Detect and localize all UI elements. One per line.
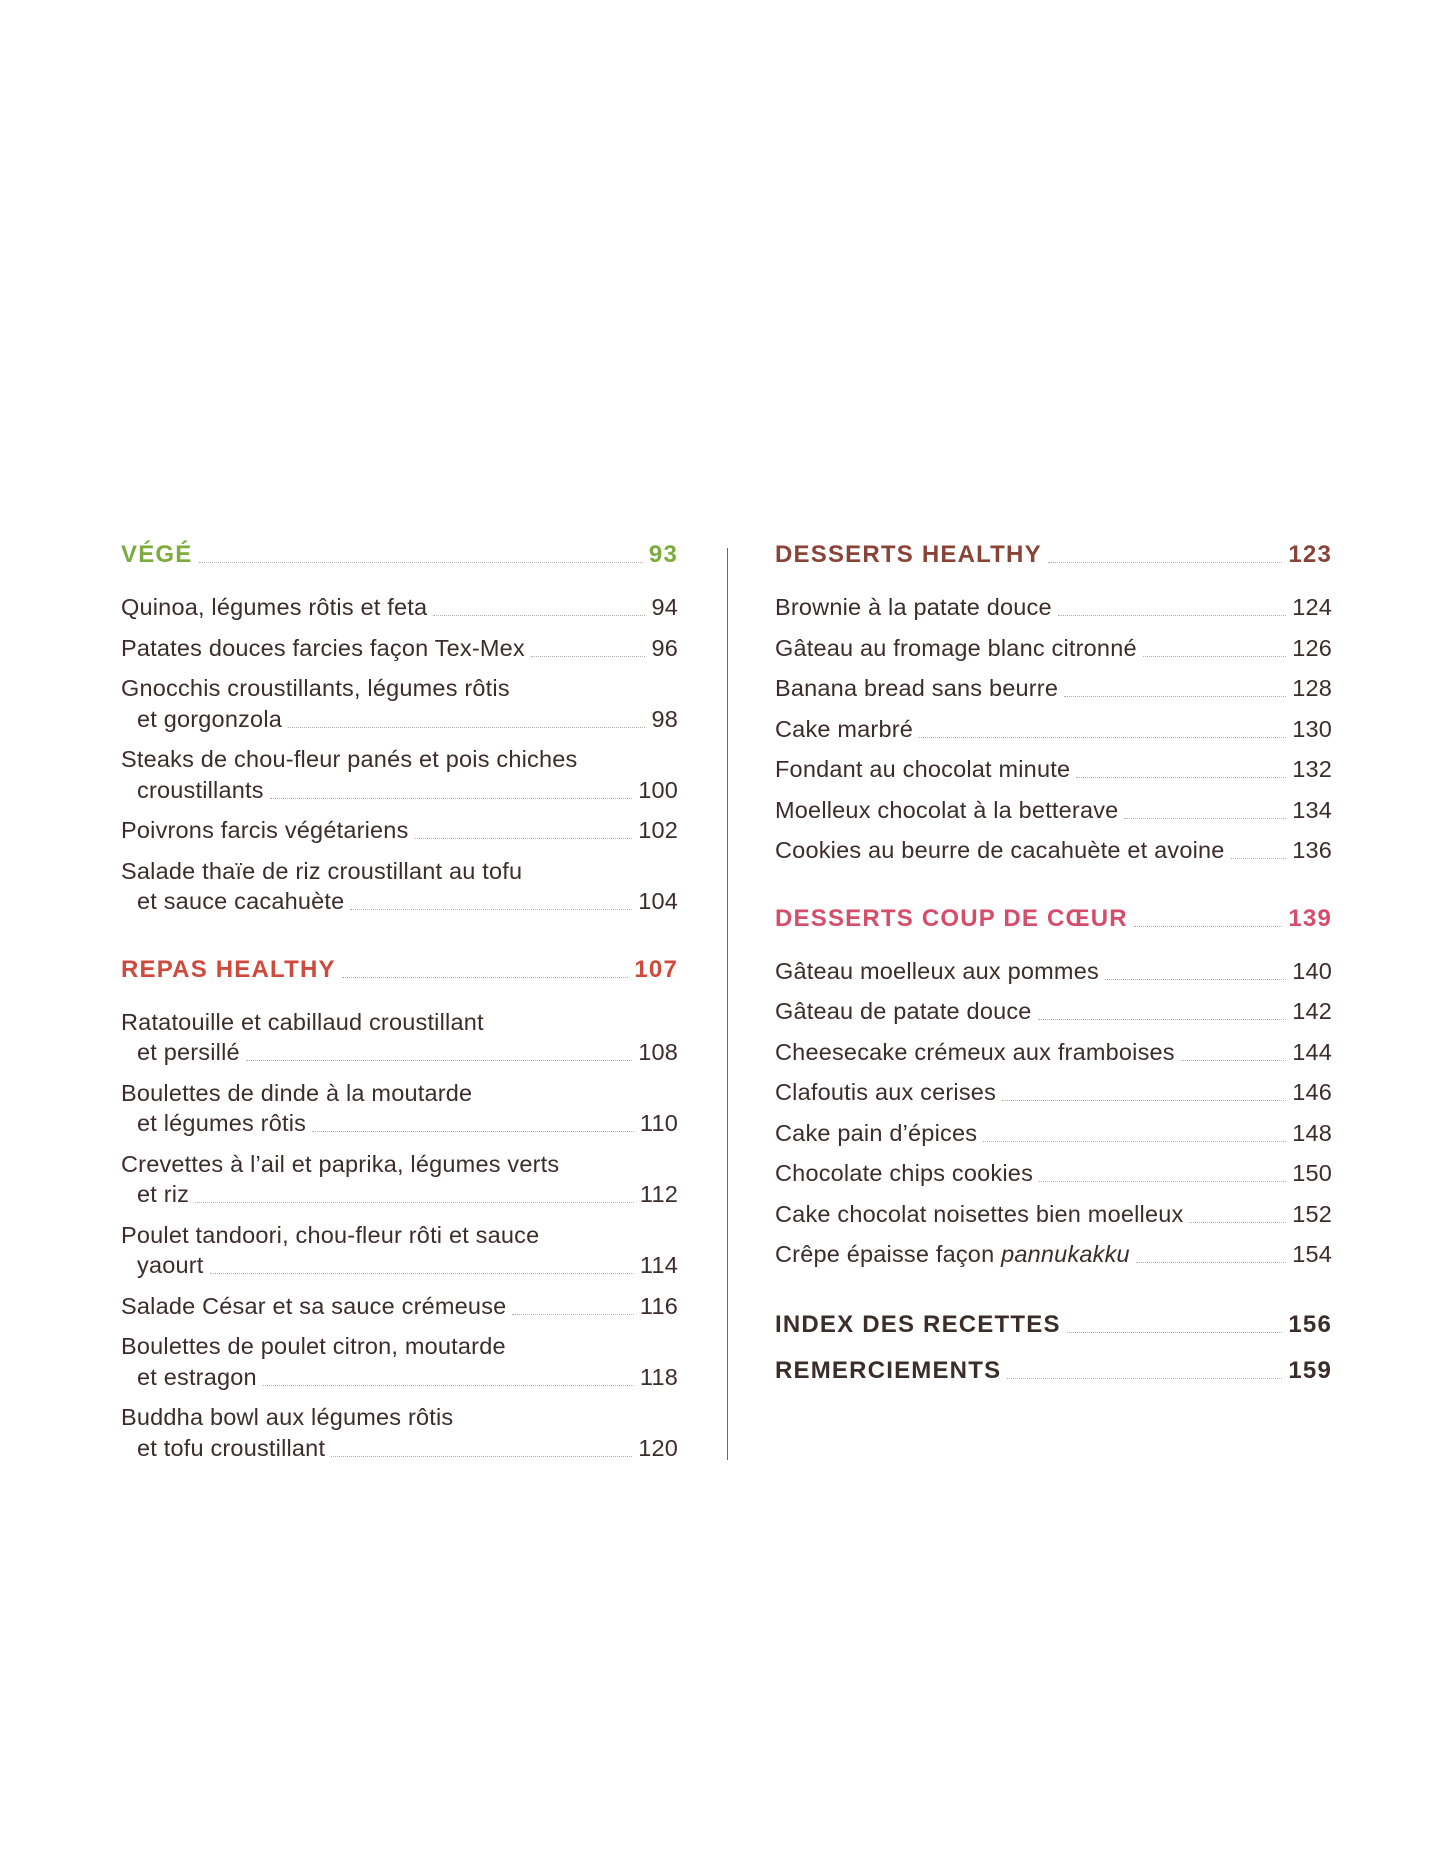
section-back-matter: [775, 1310, 1332, 1396]
leader-dots: [512, 1313, 634, 1315]
entry-page: 154: [1292, 1241, 1332, 1267]
section-title: DESSERTS COUP DE CŒUR: [775, 904, 1128, 932]
right-column: [775, 540, 1332, 1396]
leader-dots: [199, 561, 643, 563]
entry-title: Clafoutis aux cerises: [775, 1079, 997, 1105]
entry-title-line1: Gnocchis croustillants, légumes rôtis: [121, 675, 510, 701]
column-divider: [727, 548, 728, 1460]
entry-title-line2: et tofu croustillant: [137, 1434, 326, 1461]
leader-dots: [350, 908, 632, 910]
toc-entry[interactable]: [121, 744, 678, 805]
leader-dots: [1064, 695, 1286, 697]
entry-title: Chocolate chips cookies: [775, 1160, 1034, 1186]
leader-dots: [263, 1384, 634, 1386]
toc-entry[interactable]: [121, 1149, 678, 1210]
entry-page: 108: [638, 1039, 678, 1065]
entry-page: 118: [639, 1363, 678, 1390]
leader-dots: [1231, 857, 1287, 859]
toc-entry[interactable]: [775, 795, 1332, 826]
toc-entry[interactable]: [775, 1158, 1332, 1189]
section-heading-repas-healthy[interactable]: [121, 955, 678, 995]
leader-dots: [1002, 1099, 1286, 1101]
section-page: 123: [1288, 541, 1332, 568]
leader-dots: [342, 976, 629, 978]
entry-title-italic: pannukakku: [1001, 1241, 1130, 1267]
toc-entry[interactable]: [121, 673, 678, 734]
entry-title: Fondant au chocolat minute: [775, 756, 1071, 782]
entry-title-line1: Salade thaïe de riz croustillant au tofu: [121, 857, 523, 884]
entry-page: 112: [639, 1181, 678, 1207]
entry-title: Cake chocolat noisettes bien moelleux: [775, 1200, 1184, 1227]
leader-dots: [1136, 1261, 1286, 1263]
leader-dots: [246, 1059, 632, 1061]
entry-page: 128: [1292, 675, 1332, 701]
leader-dots: [1124, 817, 1286, 819]
toc-entry[interactable]: [121, 856, 678, 917]
leader-dots: [1076, 776, 1286, 778]
section-page: 93: [648, 541, 678, 568]
toc-entry[interactable]: [121, 633, 678, 664]
entry-page: 136: [1292, 837, 1332, 863]
entry-page: 142: [1292, 998, 1332, 1024]
section-page: 156: [1288, 1310, 1332, 1338]
entry-title: Cheesecake crémeux aux framboises: [775, 1038, 1175, 1065]
section-title: INDEX DES RECETTES: [775, 1310, 1061, 1338]
section-heading-vege[interactable]: [121, 540, 678, 580]
entry-title-line1: Boulettes de dinde à la moutarde: [121, 1079, 473, 1106]
section-title: VÉGÉ: [121, 541, 193, 568]
section-page: 139: [1288, 904, 1332, 932]
section-title: REMERCIEMENTS: [775, 1356, 1002, 1384]
leader-dots: [531, 655, 646, 657]
entry-title: Quinoa, légumes rôtis et feta: [121, 594, 428, 620]
toc-entry[interactable]: [775, 1037, 1332, 1068]
leader-dots: [1048, 561, 1283, 563]
leader-dots: [1039, 1180, 1286, 1182]
section-page: 159: [1288, 1356, 1332, 1384]
toc-entry[interactable]: [121, 1331, 678, 1392]
section-title: DESSERTS HEALTHY: [775, 541, 1042, 568]
toc-entry[interactable]: [775, 673, 1332, 704]
entry-page: 152: [1292, 1200, 1332, 1227]
entry-page: 134: [1292, 796, 1332, 823]
leader-dots: [1134, 925, 1283, 927]
entry-title: Cake marbré: [775, 715, 914, 742]
entry-page: 110: [639, 1110, 678, 1136]
entry-title-line2: et persillé: [137, 1039, 240, 1065]
leader-dots: [1143, 655, 1286, 657]
entry-title: Patates douces farcies façon Tex-Mex: [121, 634, 525, 661]
section-heading-desserts-coup-de-coeur[interactable]: [775, 904, 1332, 944]
leader-dots: [1067, 1331, 1283, 1333]
entry-page: 132: [1292, 756, 1332, 782]
entry-title: Cookies au beurre de cacahuète et avoine: [775, 837, 1225, 863]
toc-entry[interactable]: [121, 1291, 678, 1322]
toc-entry[interactable]: [775, 1118, 1332, 1149]
entry-title-line1: Poulet tandoori, chou-fleur rôti et sauce: [121, 1221, 540, 1248]
toc-entry[interactable]: [121, 815, 678, 846]
entry-page: 98: [651, 705, 678, 732]
section-heading-desserts-healthy[interactable]: [775, 540, 1332, 580]
entry-title: Banana bread sans beurre: [775, 675, 1059, 701]
leader-dots: [288, 726, 645, 728]
section-desserts-coup-de-coeur: [775, 904, 1332, 1270]
leader-dots: [433, 614, 645, 616]
leader-dots: [195, 1201, 634, 1203]
section-vege: [121, 540, 678, 917]
leader-dots: [210, 1272, 634, 1274]
leader-dots: [1038, 1018, 1287, 1020]
entry-page: 102: [638, 817, 678, 843]
toc-entry[interactable]: [121, 1007, 678, 1068]
entry-title: Gâteau moelleux aux pommes: [775, 957, 1099, 984]
entry-title: Gâteau de patate douce: [775, 998, 1032, 1024]
leader-dots: [331, 1455, 632, 1457]
toc-entry[interactable]: [775, 1077, 1332, 1108]
leader-dots: [1007, 1377, 1282, 1379]
entry-title-line1: Buddha bowl aux légumes rôtis: [121, 1404, 454, 1430]
entry-title-line1: Ratatouille et cabillaud croustillant: [121, 1008, 484, 1035]
toc-entry[interactable]: [775, 1199, 1332, 1230]
entry-title-line2: croustillants: [137, 776, 264, 803]
entry-title-line1: Steaks de chou-fleur panés et pois chiches: [121, 746, 578, 772]
section-desserts-healthy: [775, 540, 1332, 866]
entry-title-line1: Boulettes de poulet citron, moutarde: [121, 1333, 506, 1359]
entry-title-line2: et légumes rôtis: [137, 1110, 307, 1136]
entry-page: 150: [1292, 1160, 1332, 1186]
entry-title-line2: et estragon: [137, 1363, 257, 1390]
entry-page: 94: [651, 594, 678, 620]
entry-title-line2: yaourt: [137, 1252, 204, 1278]
toc-entry[interactable]: [121, 592, 678, 623]
toc-entry[interactable]: [121, 1078, 678, 1139]
leader-dots: [1189, 1221, 1286, 1223]
entry-page: 104: [638, 888, 678, 914]
entry-page: 116: [639, 1292, 678, 1319]
section-page: 107: [634, 955, 678, 983]
entry-title-prefix: Crêpe épaisse façon: [775, 1241, 1002, 1267]
toc-entry[interactable]: [775, 956, 1332, 987]
leader-dots: [1181, 1059, 1286, 1061]
entry-title: Cake pain d’épices: [775, 1119, 978, 1146]
entry-title-line2: et riz: [137, 1181, 190, 1207]
entry-title: Gâteau au fromage blanc citronné: [775, 634, 1137, 661]
leader-dots: [415, 837, 633, 839]
entry-title: Salade César et sa sauce crémeuse: [121, 1292, 507, 1319]
entry-page: 130: [1292, 715, 1332, 742]
toc-entry[interactable]: [775, 592, 1332, 623]
entry-title: Moelleux chocolat à la betterave: [775, 796, 1119, 823]
entry-page: 140: [1292, 957, 1332, 984]
entry-page: 124: [1292, 594, 1332, 620]
entry-title: [775, 1239, 1130, 1270]
section-repas-healthy: [121, 955, 678, 1464]
toc-entry[interactable]: [775, 754, 1332, 785]
leader-dots: [1105, 978, 1286, 980]
entry-page: 100: [638, 776, 678, 803]
section-title: REPAS HEALTHY: [121, 955, 336, 983]
entry-page: 148: [1292, 1119, 1332, 1146]
entry-title-line2: et sauce cacahuète: [137, 888, 345, 914]
entry-page: 114: [639, 1252, 678, 1278]
entry-title: Poivrons farcis végétariens: [121, 817, 409, 843]
left-column: [121, 540, 678, 1463]
leader-dots: [983, 1140, 1286, 1142]
leader-dots: [312, 1130, 634, 1132]
entry-page: 96: [651, 634, 678, 661]
leader-dots: [919, 736, 1286, 738]
entry-title-line2: et gorgonzola: [137, 705, 283, 732]
entry-title: Brownie à la patate douce: [775, 594, 1052, 620]
entry-page: 146: [1292, 1079, 1332, 1105]
toc-entry[interactable]: [775, 835, 1332, 866]
thanks-link[interactable]: [775, 1356, 1332, 1396]
toc-entry[interactable]: [121, 1220, 678, 1281]
leader-dots: [1058, 614, 1286, 616]
entry-title-line1: Crevettes à l’ail et paprika, légumes verts: [121, 1150, 560, 1177]
leader-dots: [270, 797, 633, 799]
toc-entry[interactable]: [775, 1239, 1332, 1270]
toc-entry[interactable]: [775, 996, 1332, 1027]
toc-entry[interactable]: [775, 633, 1332, 664]
entry-page: 120: [638, 1434, 678, 1461]
index-link[interactable]: [775, 1310, 1332, 1348]
toc-entry[interactable]: [121, 1402, 678, 1463]
entry-page: 126: [1292, 634, 1332, 661]
toc-entry[interactable]: [775, 714, 1332, 745]
entry-page: 144: [1292, 1038, 1332, 1065]
